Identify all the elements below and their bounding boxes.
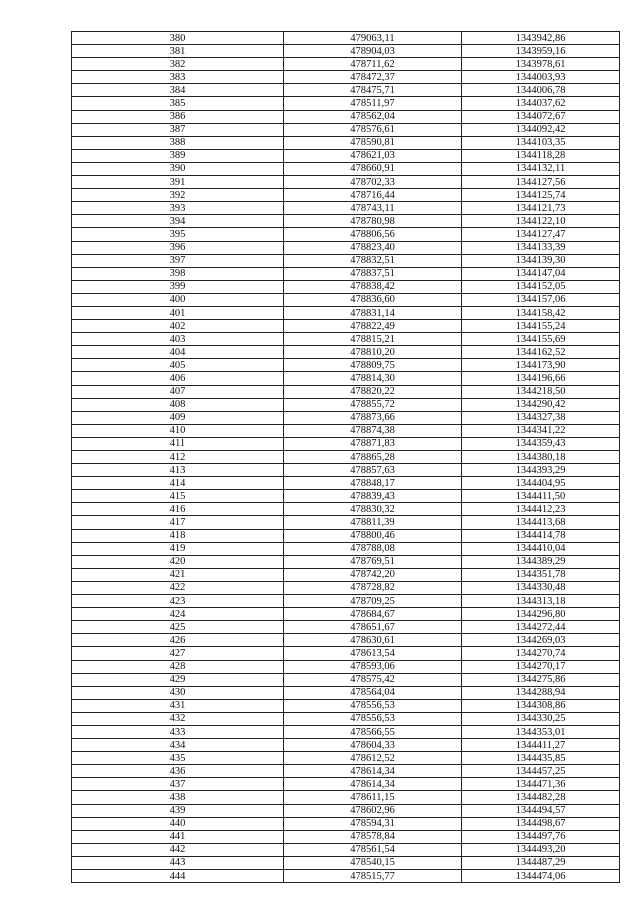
y-coordinate-cell: 1344155,69: [462, 333, 620, 346]
table-row: [72, 634, 620, 647]
table-row: [72, 58, 620, 71]
table-row: [72, 503, 620, 516]
y-coordinate-cell: 1344275,86: [462, 673, 620, 686]
table-row: [72, 608, 620, 621]
point-number-cell: 390: [72, 162, 284, 175]
point-number-cell: 404: [72, 346, 284, 359]
point-number-cell: 439: [72, 804, 284, 817]
point-number-cell: 400: [72, 293, 284, 306]
x-coordinate-cell: 478830,32: [284, 503, 462, 516]
table-row: [72, 699, 620, 712]
y-coordinate-cell: 1344493,20: [462, 843, 620, 856]
point-number-cell: 391: [72, 176, 284, 189]
y-coordinate-cell: 1344121,73: [462, 202, 620, 215]
point-number-cell: 430: [72, 686, 284, 699]
point-number-cell: 418: [72, 529, 284, 542]
point-number-cell: 431: [72, 699, 284, 712]
point-number-cell: 433: [72, 725, 284, 738]
x-coordinate-cell: 478837,51: [284, 267, 462, 280]
y-coordinate-cell: 1344393,29: [462, 464, 620, 477]
table-row: [72, 293, 620, 306]
point-number-cell: 406: [72, 372, 284, 385]
point-number-cell: 409: [72, 411, 284, 424]
y-coordinate-cell: 1344487,29: [462, 856, 620, 869]
point-number-cell: 427: [72, 647, 284, 660]
point-number-cell: 407: [72, 385, 284, 398]
point-number-cell: 398: [72, 267, 284, 280]
y-coordinate-cell: 1344218,50: [462, 385, 620, 398]
point-number-cell: 429: [72, 673, 284, 686]
x-coordinate-cell: 478716,44: [284, 189, 462, 202]
point-number-cell: 428: [72, 660, 284, 673]
table-row: [72, 372, 620, 385]
y-coordinate-cell: 1344474,06: [462, 870, 620, 883]
y-coordinate-cell: 1344037,62: [462, 97, 620, 110]
point-number-cell: 441: [72, 830, 284, 843]
y-coordinate-cell: 1344359,43: [462, 437, 620, 450]
x-coordinate-cell: 478838,42: [284, 280, 462, 293]
x-coordinate-cell: 478564,04: [284, 686, 462, 699]
x-coordinate-cell: 478621,03: [284, 149, 462, 162]
table-row: [72, 555, 620, 568]
x-coordinate-cell: 478575,42: [284, 673, 462, 686]
table-row: [72, 752, 620, 765]
y-coordinate-cell: 1344118,28: [462, 149, 620, 162]
x-coordinate-cell: 478590,81: [284, 136, 462, 149]
table-row: [72, 84, 620, 97]
y-coordinate-cell: 1344155,24: [462, 320, 620, 333]
coordinates-table-body: [72, 32, 620, 883]
x-coordinate-cell: 478566,55: [284, 725, 462, 738]
point-number-cell: 410: [72, 424, 284, 437]
point-number-cell: 435: [72, 752, 284, 765]
y-coordinate-cell: 1344290,42: [462, 398, 620, 411]
y-coordinate-cell: 1344269,03: [462, 634, 620, 647]
x-coordinate-cell: 478540,15: [284, 856, 462, 869]
table-row: [72, 267, 620, 280]
table-row: [72, 765, 620, 778]
x-coordinate-cell: 478743,11: [284, 202, 462, 215]
y-coordinate-cell: 1344404,95: [462, 477, 620, 490]
table-row: [72, 254, 620, 267]
x-coordinate-cell: 478871,83: [284, 437, 462, 450]
x-coordinate-cell: 478800,46: [284, 529, 462, 542]
point-number-cell: 417: [72, 516, 284, 529]
table-row: [72, 215, 620, 228]
x-coordinate-cell: 479063,11: [284, 32, 462, 45]
x-coordinate-cell: 478711,62: [284, 58, 462, 71]
point-number-cell: 394: [72, 215, 284, 228]
y-coordinate-cell: 1344411,27: [462, 739, 620, 752]
x-coordinate-cell: 478578,84: [284, 830, 462, 843]
x-coordinate-cell: 478848,17: [284, 477, 462, 490]
x-coordinate-cell: 478613,54: [284, 647, 462, 660]
x-coordinate-cell: 478832,51: [284, 254, 462, 267]
x-coordinate-cell: 478820,22: [284, 385, 462, 398]
point-number-cell: 401: [72, 306, 284, 319]
table-row: [72, 398, 620, 411]
x-coordinate-cell: 478630,61: [284, 634, 462, 647]
x-coordinate-cell: 478815,21: [284, 333, 462, 346]
x-coordinate-cell: 478873,66: [284, 411, 462, 424]
table-row: [72, 306, 620, 319]
y-coordinate-cell: 1344122,10: [462, 215, 620, 228]
point-number-cell: 416: [72, 503, 284, 516]
y-coordinate-cell: 1344411,50: [462, 490, 620, 503]
y-coordinate-cell: 1344288,94: [462, 686, 620, 699]
table-row: [72, 45, 620, 58]
table-row: [72, 280, 620, 293]
y-coordinate-cell: 1344139,30: [462, 254, 620, 267]
point-number-cell: 426: [72, 634, 284, 647]
point-number-cell: 422: [72, 581, 284, 594]
x-coordinate-cell: 478612,52: [284, 752, 462, 765]
point-number-cell: 381: [72, 45, 284, 58]
table-row: [72, 581, 620, 594]
point-number-cell: 396: [72, 241, 284, 254]
point-number-cell: 403: [72, 333, 284, 346]
table-row: [72, 870, 620, 883]
point-number-cell: 419: [72, 542, 284, 555]
table-row: [72, 424, 620, 437]
x-coordinate-cell: 478614,34: [284, 778, 462, 791]
y-coordinate-cell: 1344072,67: [462, 110, 620, 123]
point-number-cell: 420: [72, 555, 284, 568]
x-coordinate-cell: 478831,14: [284, 306, 462, 319]
table-row: [72, 451, 620, 464]
y-coordinate-cell: 1344152,05: [462, 280, 620, 293]
table-row: [72, 778, 620, 791]
y-coordinate-cell: 1344412,23: [462, 503, 620, 516]
x-coordinate-cell: 478809,75: [284, 359, 462, 372]
table-row: [72, 542, 620, 555]
point-number-cell: 395: [72, 228, 284, 241]
x-coordinate-cell: 478611,15: [284, 791, 462, 804]
x-coordinate-cell: 478684,67: [284, 608, 462, 621]
x-coordinate-cell: 478593,06: [284, 660, 462, 673]
point-number-cell: 383: [72, 71, 284, 84]
table-row: [72, 464, 620, 477]
y-coordinate-cell: 1344413,68: [462, 516, 620, 529]
y-coordinate-cell: 1343959,16: [462, 45, 620, 58]
point-number-cell: 413: [72, 464, 284, 477]
table-row: [72, 817, 620, 830]
y-coordinate-cell: 1344296,80: [462, 608, 620, 621]
x-coordinate-cell: 478836,60: [284, 293, 462, 306]
point-number-cell: 421: [72, 568, 284, 581]
table-row: [72, 529, 620, 542]
y-coordinate-cell: 1344313,18: [462, 595, 620, 608]
table-row: [72, 791, 620, 804]
table-row: [72, 346, 620, 359]
x-coordinate-cell: 478562,04: [284, 110, 462, 123]
table-row: [72, 516, 620, 529]
y-coordinate-cell: 1344006,78: [462, 84, 620, 97]
x-coordinate-cell: 478769,51: [284, 555, 462, 568]
point-number-cell: 388: [72, 136, 284, 149]
x-coordinate-cell: 478904,03: [284, 45, 462, 58]
y-coordinate-cell: 1344435,85: [462, 752, 620, 765]
table-row: [72, 477, 620, 490]
x-coordinate-cell: 478874,38: [284, 424, 462, 437]
y-coordinate-cell: 1344092,42: [462, 123, 620, 136]
x-coordinate-cell: 478742,20: [284, 568, 462, 581]
x-coordinate-cell: 478839,43: [284, 490, 462, 503]
y-coordinate-cell: 1344158,42: [462, 306, 620, 319]
y-coordinate-cell: 1344133,39: [462, 241, 620, 254]
x-coordinate-cell: 478709,25: [284, 595, 462, 608]
x-coordinate-cell: 478806,56: [284, 228, 462, 241]
y-coordinate-cell: 1344127,56: [462, 176, 620, 189]
y-coordinate-cell: 1344471,36: [462, 778, 620, 791]
x-coordinate-cell: 478788,08: [284, 542, 462, 555]
y-coordinate-cell: 1344127,47: [462, 228, 620, 241]
table-row: [72, 176, 620, 189]
point-number-cell: 442: [72, 843, 284, 856]
point-number-cell: 425: [72, 621, 284, 634]
point-number-cell: 408: [72, 398, 284, 411]
y-coordinate-cell: 1344162,52: [462, 346, 620, 359]
x-coordinate-cell: 478660,91: [284, 162, 462, 175]
table-row: [72, 189, 620, 202]
y-coordinate-cell: 1344389,29: [462, 555, 620, 568]
x-coordinate-cell: 478515,77: [284, 870, 462, 883]
x-coordinate-cell: 478594,31: [284, 817, 462, 830]
y-coordinate-cell: 1344003,93: [462, 71, 620, 84]
x-coordinate-cell: 478614,34: [284, 765, 462, 778]
y-coordinate-cell: 1344147,04: [462, 267, 620, 280]
x-coordinate-cell: 478823,40: [284, 241, 462, 254]
x-coordinate-cell: 478728,82: [284, 581, 462, 594]
y-coordinate-cell: 1344330,48: [462, 581, 620, 594]
point-number-cell: 438: [72, 791, 284, 804]
x-coordinate-cell: 478475,71: [284, 84, 462, 97]
point-number-cell: 444: [72, 870, 284, 883]
table-row: [72, 123, 620, 136]
point-number-cell: 415: [72, 490, 284, 503]
table-row: [72, 437, 620, 450]
x-coordinate-cell: 478651,67: [284, 621, 462, 634]
x-coordinate-cell: 478556,53: [284, 712, 462, 725]
table-row: [72, 647, 620, 660]
x-coordinate-cell: 478780,98: [284, 215, 462, 228]
y-coordinate-cell: 1344353,01: [462, 725, 620, 738]
point-number-cell: 405: [72, 359, 284, 372]
point-number-cell: 399: [72, 280, 284, 293]
point-number-cell: 387: [72, 123, 284, 136]
point-number-cell: 380: [72, 32, 284, 45]
x-coordinate-cell: 478811,39: [284, 516, 462, 529]
table-row: [72, 32, 620, 45]
point-number-cell: 411: [72, 437, 284, 450]
point-number-cell: 386: [72, 110, 284, 123]
table-row: [72, 660, 620, 673]
x-coordinate-cell: 478702,33: [284, 176, 462, 189]
y-coordinate-cell: 1344132,11: [462, 162, 620, 175]
point-number-cell: 393: [72, 202, 284, 215]
point-number-cell: 402: [72, 320, 284, 333]
point-number-cell: 432: [72, 712, 284, 725]
x-coordinate-cell: 478865,28: [284, 451, 462, 464]
point-number-cell: 436: [72, 765, 284, 778]
y-coordinate-cell: 1344457,25: [462, 765, 620, 778]
table-row: [72, 385, 620, 398]
y-coordinate-cell: 1344270,74: [462, 647, 620, 660]
y-coordinate-cell: 1344414,78: [462, 529, 620, 542]
point-number-cell: 414: [72, 477, 284, 490]
table-row: [72, 333, 620, 346]
table-row: [72, 595, 620, 608]
x-coordinate-cell: 478472,37: [284, 71, 462, 84]
table-row: [72, 568, 620, 581]
y-coordinate-cell: 1343942,86: [462, 32, 620, 45]
table-row: [72, 739, 620, 752]
table-row: [72, 320, 620, 333]
x-coordinate-cell: 478855,72: [284, 398, 462, 411]
y-coordinate-cell: 1344341,22: [462, 424, 620, 437]
point-number-cell: 423: [72, 595, 284, 608]
y-coordinate-cell: 1344103,35: [462, 136, 620, 149]
y-coordinate-cell: 1344196,66: [462, 372, 620, 385]
x-coordinate-cell: 478810,20: [284, 346, 462, 359]
table-row: [72, 136, 620, 149]
table-row: [72, 162, 620, 175]
x-coordinate-cell: 478602,96: [284, 804, 462, 817]
y-coordinate-cell: 1344410,04: [462, 542, 620, 555]
x-coordinate-cell: 478576,61: [284, 123, 462, 136]
table-row: [72, 228, 620, 241]
table-row: [72, 804, 620, 817]
y-coordinate-cell: 1344125,74: [462, 189, 620, 202]
table-row: [72, 149, 620, 162]
point-number-cell: 384: [72, 84, 284, 97]
y-coordinate-cell: 1344270,17: [462, 660, 620, 673]
table-row: [72, 110, 620, 123]
table-row: [72, 621, 620, 634]
table-row: [72, 97, 620, 110]
point-number-cell: 397: [72, 254, 284, 267]
point-number-cell: 443: [72, 856, 284, 869]
point-number-cell: 434: [72, 739, 284, 752]
y-coordinate-cell: 1344173,90: [462, 359, 620, 372]
table-row: [72, 856, 620, 869]
x-coordinate-cell: 478604,33: [284, 739, 462, 752]
y-coordinate-cell: 1344380,18: [462, 451, 620, 464]
point-number-cell: 392: [72, 189, 284, 202]
point-number-cell: 385: [72, 97, 284, 110]
coordinates-table: [71, 31, 620, 883]
table-row: [72, 673, 620, 686]
table-row: [72, 359, 620, 372]
x-coordinate-cell: 478857,63: [284, 464, 462, 477]
y-coordinate-cell: 1344482,28: [462, 791, 620, 804]
table-row: [72, 71, 620, 84]
point-number-cell: 412: [72, 451, 284, 464]
y-coordinate-cell: 1344494,57: [462, 804, 620, 817]
x-coordinate-cell: 478511,97: [284, 97, 462, 110]
table-row: [72, 241, 620, 254]
point-number-cell: 382: [72, 58, 284, 71]
table-row: [72, 686, 620, 699]
table-row: [72, 202, 620, 215]
y-coordinate-cell: 1344157,06: [462, 293, 620, 306]
table-row: [72, 712, 620, 725]
x-coordinate-cell: 478556,53: [284, 699, 462, 712]
x-coordinate-cell: 478822,49: [284, 320, 462, 333]
table-row: [72, 725, 620, 738]
point-number-cell: 437: [72, 778, 284, 791]
y-coordinate-cell: 1344497,76: [462, 830, 620, 843]
table-row: [72, 843, 620, 856]
x-coordinate-cell: 478814,30: [284, 372, 462, 385]
table-row: [72, 830, 620, 843]
y-coordinate-cell: 1344351,78: [462, 568, 620, 581]
y-coordinate-cell: 1344308,86: [462, 699, 620, 712]
table-row: [72, 411, 620, 424]
y-coordinate-cell: 1343978,61: [462, 58, 620, 71]
point-number-cell: 440: [72, 817, 284, 830]
y-coordinate-cell: 1344327,38: [462, 411, 620, 424]
table-row: [72, 490, 620, 503]
y-coordinate-cell: 1344330,25: [462, 712, 620, 725]
x-coordinate-cell: 478561,54: [284, 843, 462, 856]
point-number-cell: 424: [72, 608, 284, 621]
y-coordinate-cell: 1344498,67: [462, 817, 620, 830]
y-coordinate-cell: 1344272,44: [462, 621, 620, 634]
point-number-cell: 389: [72, 149, 284, 162]
